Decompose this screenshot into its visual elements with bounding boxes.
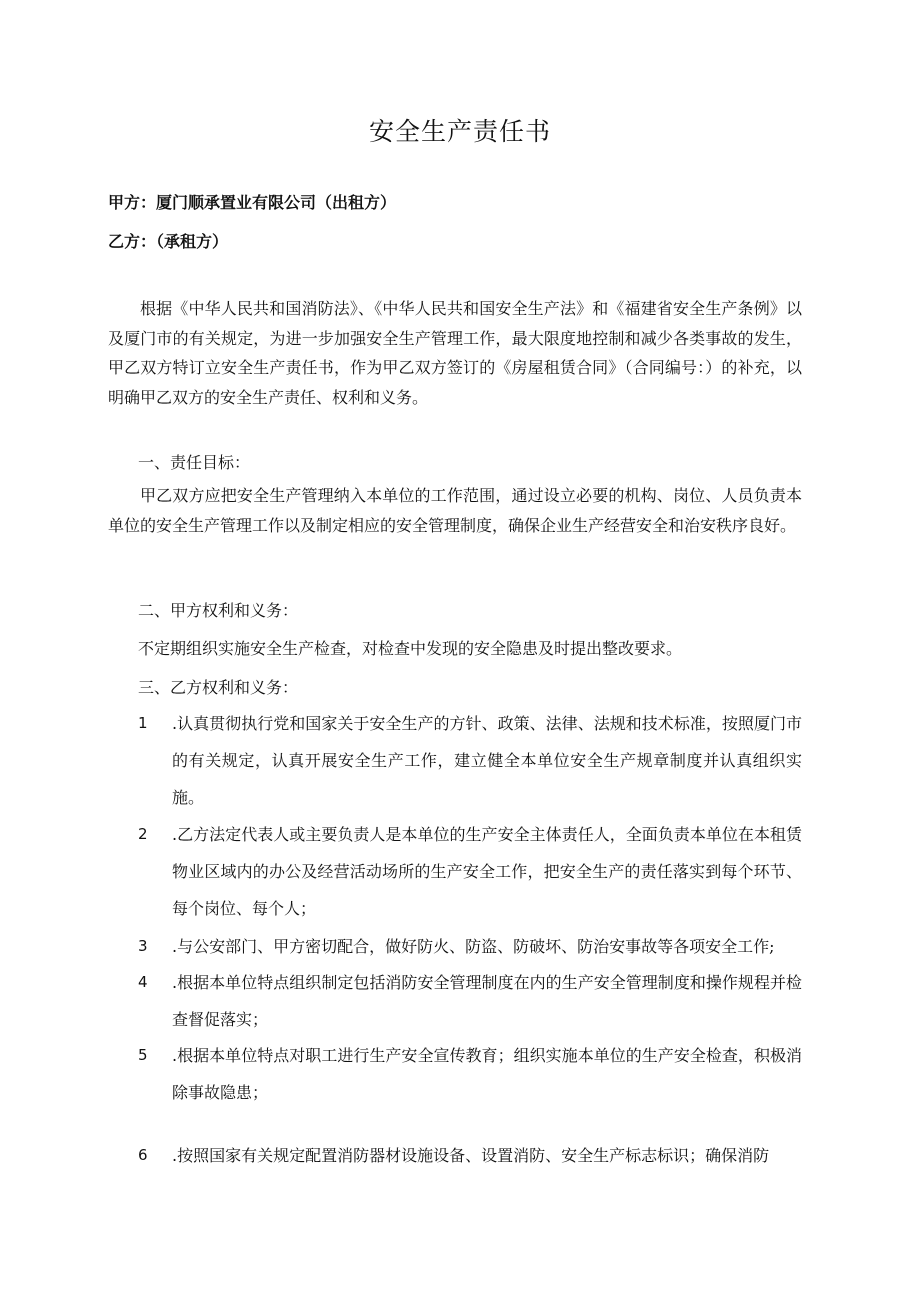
list-item-text: .乙方法定代表人或主要负责人是本单位的生产安全主体责任人，全面负责本单位在本租赁物业区域内的办公及经营活动场所的生产安全工作，把安全生产的责任落实到每个环节、每个岗位、每个人； [172, 825, 802, 918]
list-item-number: 5 [138, 1046, 148, 1064]
list-item [138, 816, 802, 927]
list-item [138, 1137, 802, 1174]
list-item-text: .按照国家有关规定配置消防器材设施设备、设置消防、安全生产标志标识；确保消防 [172, 1146, 770, 1165]
list-item-number: 2 [138, 825, 148, 843]
party-b-line: 乙方：（承租方） [108, 232, 229, 251]
list-item-number: 3 [138, 937, 148, 955]
section-heading-party-a: 二、甲方权利和义务： [138, 601, 299, 620]
list-item [138, 1037, 802, 1111]
list-item [138, 928, 802, 965]
list-item-number: 1 [138, 714, 148, 732]
section-heading-party-b: 三、乙方权利和义务： [138, 678, 299, 697]
list-item-text: .根据本单位特点组织制定包括消防安全管理制度在内的生产安全管理制度和操作规程并检查督促落实； [172, 973, 802, 1029]
list-item [138, 705, 802, 816]
preamble-paragraph: 根据《中华人民共和国消防法》、《中华人民共和国安全生产法》和《福建省安全生产条例》以及厦门市的有关规定，为进一步加强安全生产管理工作，最大限度地控制和减少各类事故的发生，甲乙双方特订立安全生产责任书，作为甲乙双方签订的《房屋租赁合同》（合同编号：）的补充，以明确甲乙双方的安全生产责任、权利和义务。 [108, 299, 802, 407]
list-item-text: .根据本单位特点对职工进行生产安全宣传教育；组织实施本单位的生产安全检查，积极消除事故隐患； [172, 1046, 802, 1102]
section-heading-goal: 一、责任目标： [138, 453, 251, 472]
list-item [138, 964, 802, 1038]
party-a-line: 甲方：厦门顺承置业有限公司（出租方） [108, 193, 397, 212]
list-item-text: .认真贯彻执行党和国家关于安全生产的方针、政策、法律、法规和技术标准，按照厦门市的有关规定，认真开展安全生产工作，建立健全本单位安全生产规章制度并认真组织实施。 [172, 714, 802, 807]
list-item-text: .与公安部门、甲方密切配合，做好防火、防盗、防破坏、防治安事故等各项安全工作; [172, 937, 775, 956]
list-item-number: 6 [138, 1146, 148, 1164]
goal-paragraph: 甲乙双方应把安全生产管理纳入本单位的工作范围，通过设立必要的机构、岗位、人员负责本单位的安全生产管理工作以及制定相应的安全管理制度，确保企业生产经营安全和治安秩序良好。 [108, 486, 802, 535]
list-item-number: 4 [138, 973, 148, 991]
document-title: 安全生产责任书 [368, 117, 551, 146]
party-a-duty-paragraph: 不定期组织实施安全生产检查，对检查中发现的安全隐患及时提出整改要求。 [138, 639, 683, 658]
